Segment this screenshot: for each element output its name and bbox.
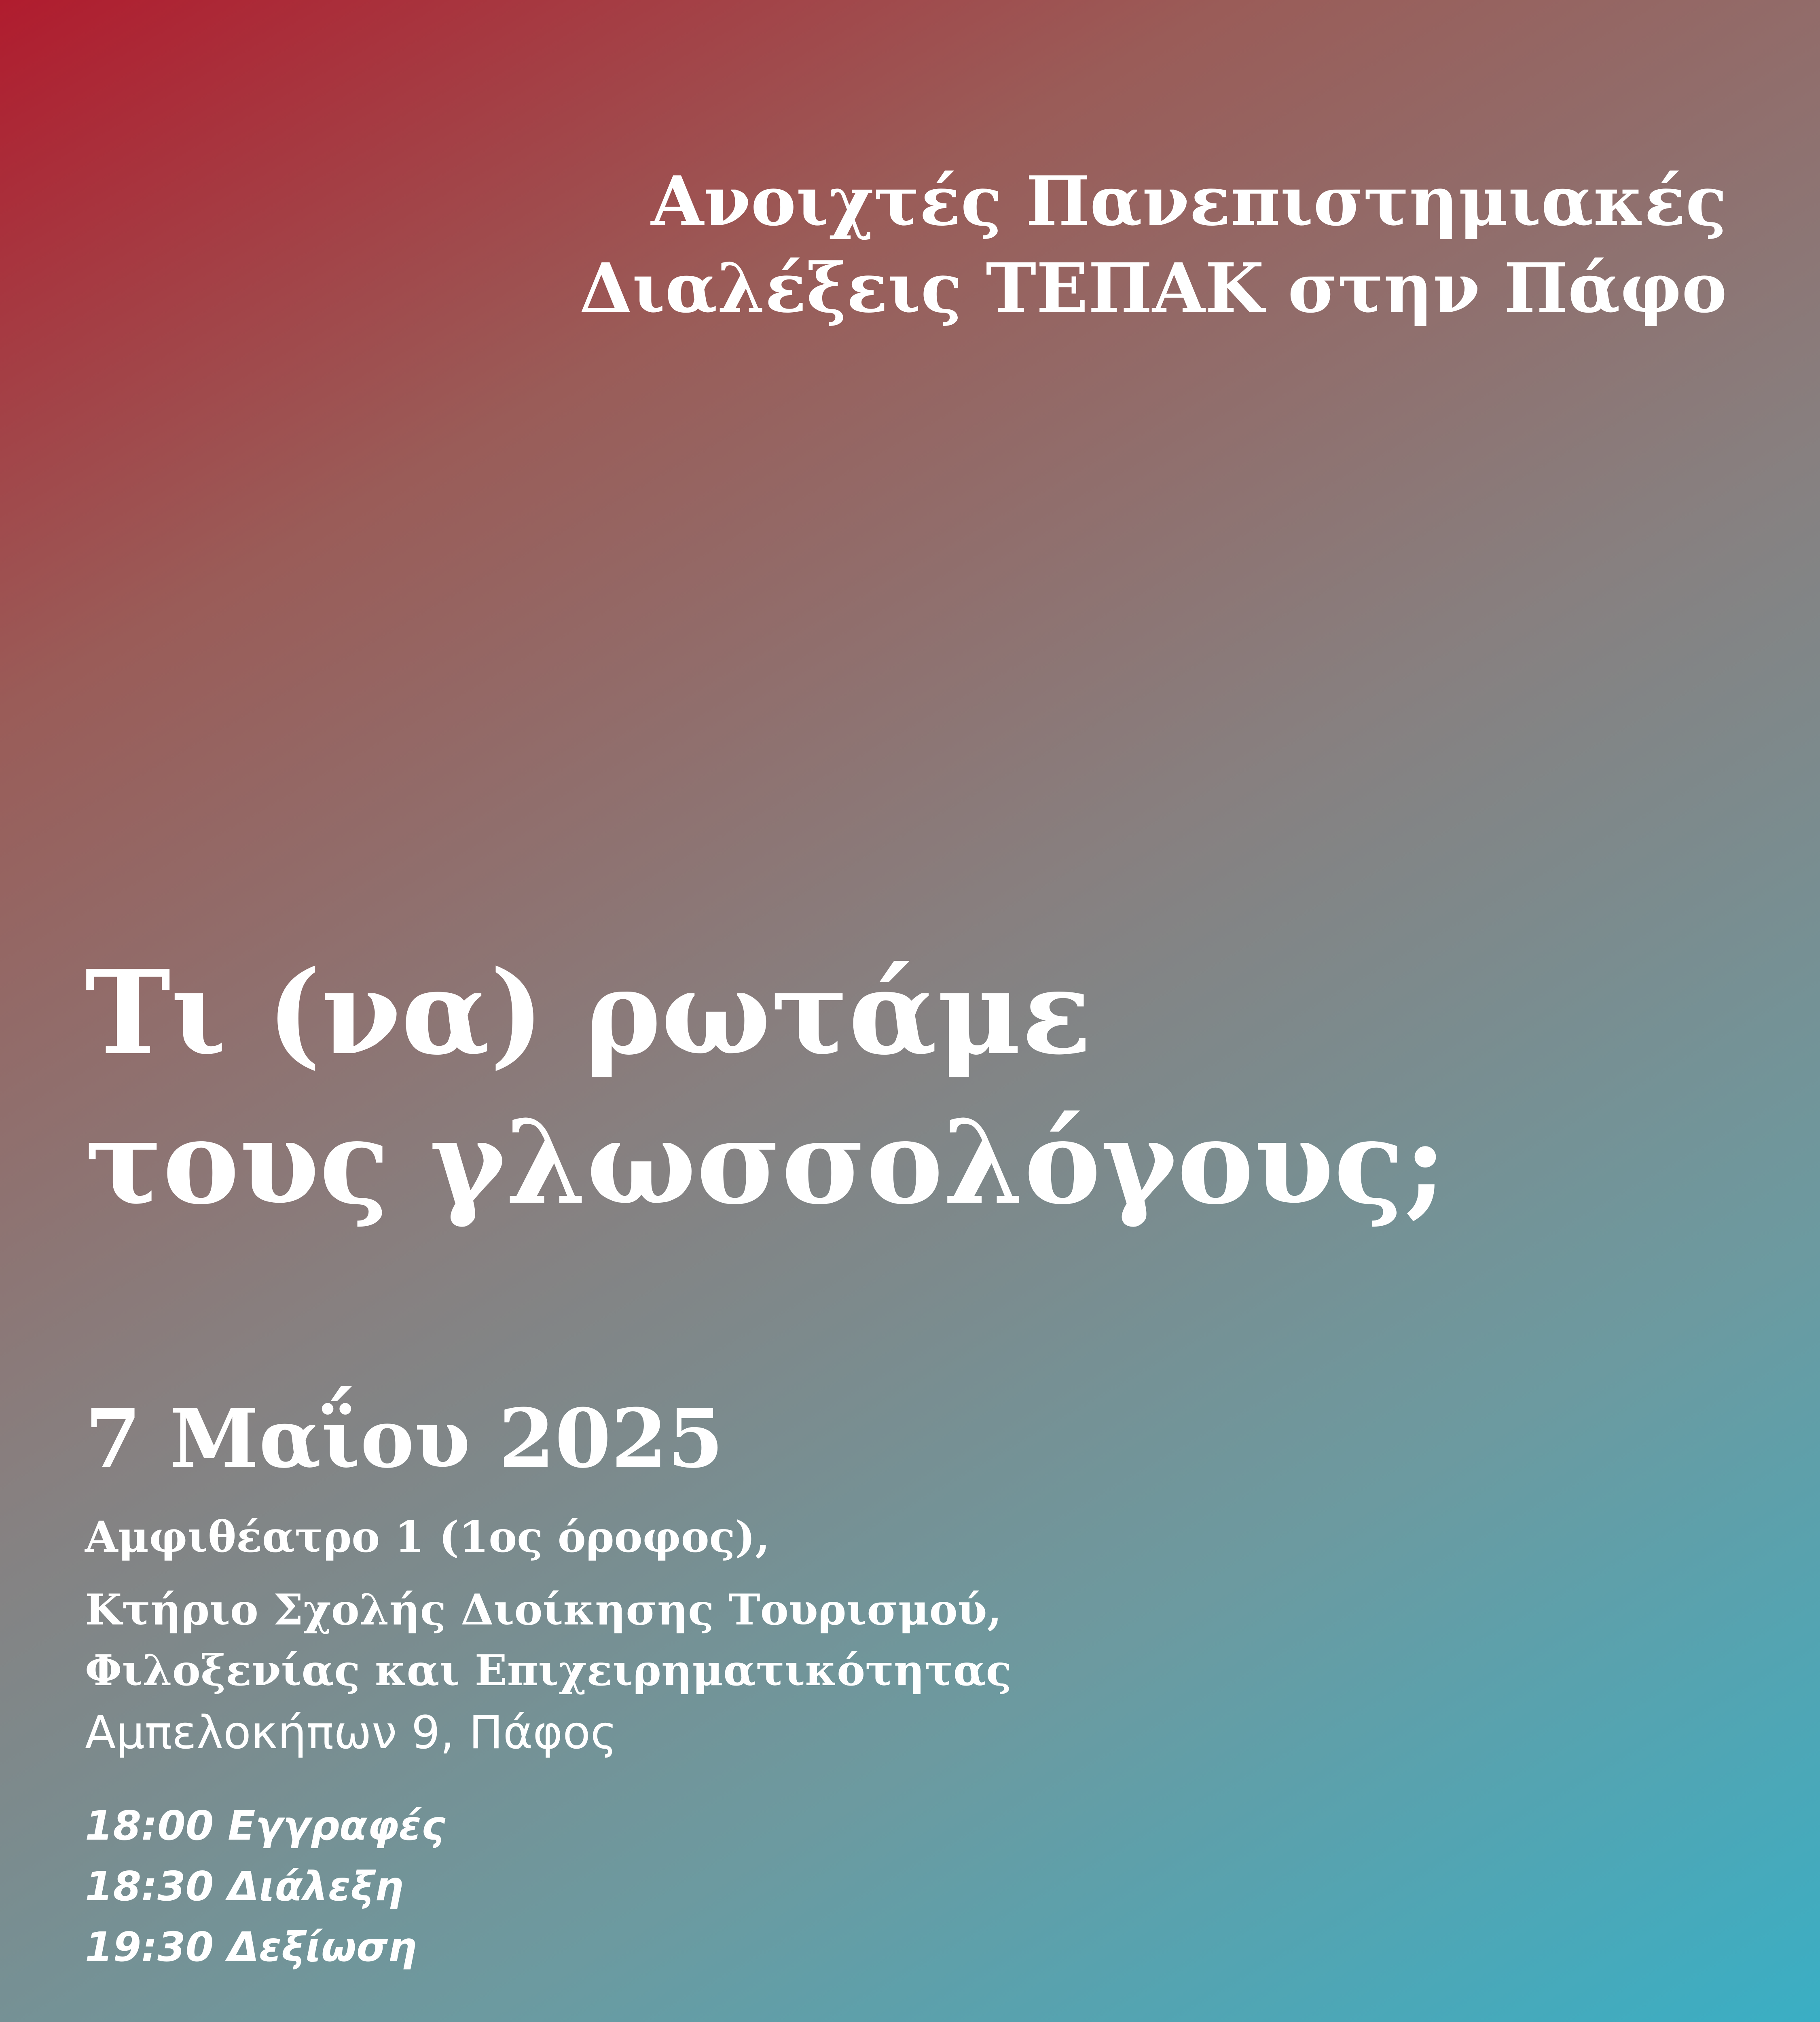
schedule-item: 18:00 Εγγραφές [85, 1802, 446, 1849]
venue-line-1: Αμφιθέατρο 1 (1ος όροφος), [85, 1512, 770, 1562]
series-title [580, 158, 1727, 332]
lecture-title [85, 938, 1447, 1237]
series-title-line-2: Διαλέξεις ΤΕΠΑΚ στην Πάφο [579, 248, 1727, 328]
event-date: 7 Μαΐου 2025 [85, 1391, 724, 1486]
venue-line-3: Φιλοξενίας και Επιχειρηματικότητας [85, 1645, 1012, 1695]
event-address: Αμπελοκήπων 9, Πάφος [85, 1707, 617, 1759]
venue-line-2: Κτήριο Σχολής Διοίκησης Τουρισμού, [85, 1584, 1002, 1635]
event-schedule [85, 1796, 445, 1978]
venue [85, 1506, 1012, 1701]
series-title-line-1: Ανοιχτές Πανεπιστημιακές [651, 161, 1727, 241]
schedule-item: 18:30 Διάλεξη [85, 1863, 404, 1910]
schedule-item: 19:30 Δεξίωση [85, 1923, 417, 1971]
lecture-title-line-2: τους γλωσσολόγους; [85, 1095, 1447, 1230]
lecture-title-line-1: Τι (να) ρωτάμε [85, 945, 1092, 1081]
